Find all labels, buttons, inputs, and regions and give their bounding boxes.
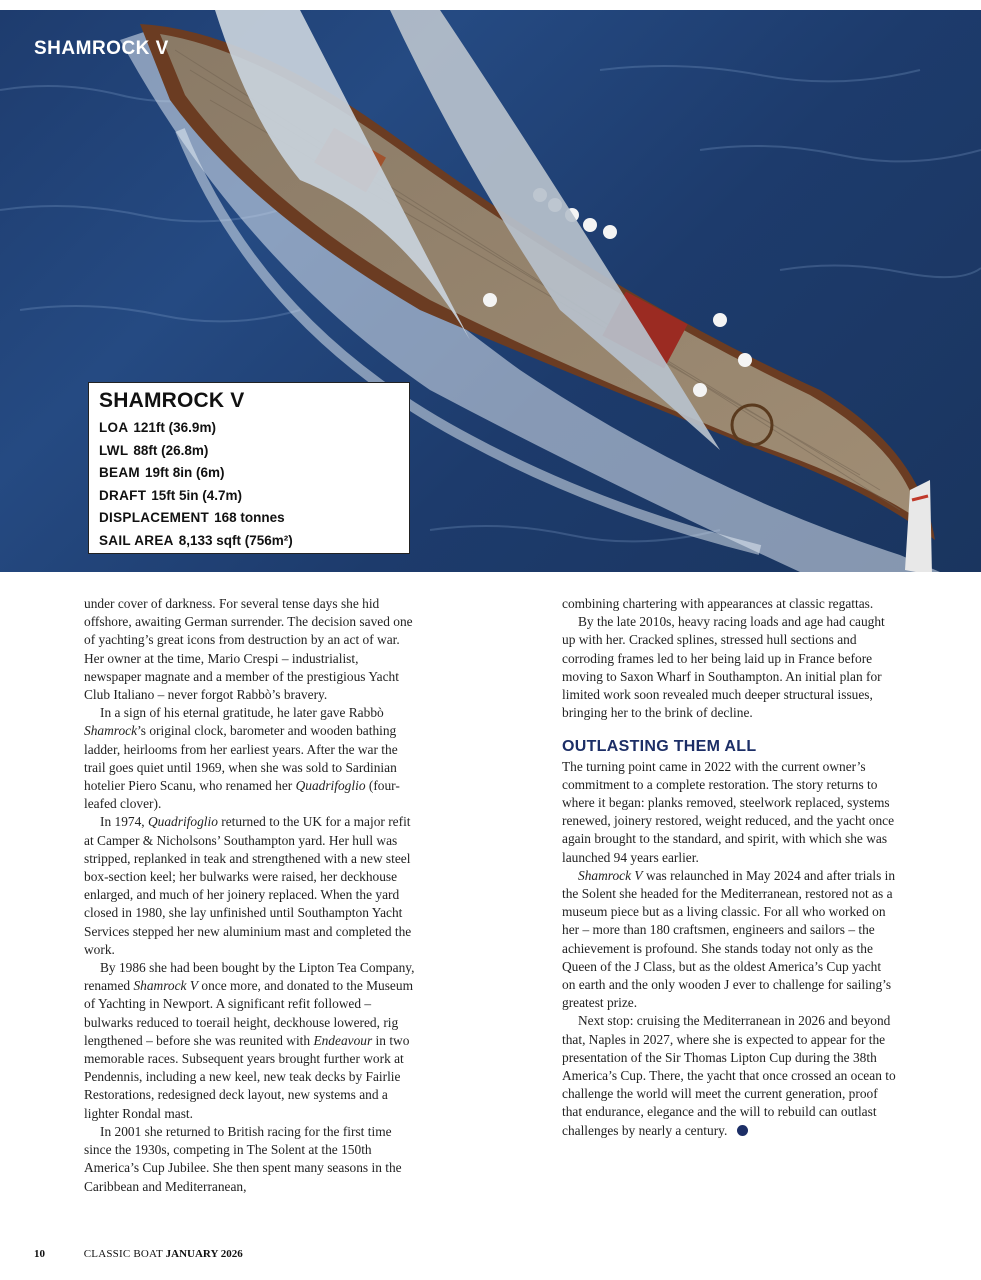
paragraph: combining chartering with appearances at classic regattas. [562,596,874,611]
spec-label: DRAFT [99,487,147,503]
spec-row-draft [99,485,399,508]
spec-row-beam [99,462,399,485]
spec-value: 168 tonnes [214,510,285,525]
paragraph: under cover of darkness. For several tense days she hid offshore, awaiting German surrender. The decision saved one of yachting’s great icons from destruction by an act of war. Her owner at the time, Mario Crespi – industrialist, newspaper magnate and a member of the prestigious Yacht Club Italiano – never forgot Rabbò’s bravery. [84,596,413,703]
paragraph: Next stop: cruising the Mediterranean in 2026 and beyond that, Naples in 2027, where she is expected to appear for the presentation of the Sir Thomas Lipton Cup during the 38th America’s Cup. There, the yacht that once crossed an ocean to challenge the world will meet the current generation, proof that endurance, elegance and the will to rebuild can outlast challenges by nearly a century. [562,1013,896,1138]
specs-box [88,382,410,554]
paragraph: The turning point came in 2022 with the current owner’s commitment to a complete restoration. The story returns to where it began: planks removed, steelwork replaced, systems renewed, joinery restored, weight reduced, and the yacht once again brought to the standard, and spirit, with which she was launched 94 years earlier. [562,758,895,865]
spec-label: SAIL AREA [99,532,174,548]
spec-value: 19ft 8in (6m) [144,465,225,480]
spec-label: DISPLACEMENT [99,510,210,525]
paragraph: Shamrock V was relaunched in May 2024 and after trials in the Solent she headed for the Mediterranean, restored not as a museum piece but as a living classic. For all who worked on her – more than 180 craftsmen, engineers and sailors – the achievement is profound. She stands today not only as the Queen of the J Class, but as the oldest America’s Cup yacht on earth and the only wooden J ever to challenge for sailing’s greatest prize. [562,867,896,1011]
spec-value: 121ft (36.9m) [133,420,216,435]
spec-value: 15ft 5in (4.7m) [151,487,243,503]
spec-label: BEAM [99,465,140,480]
spec-label: LOA [99,420,129,435]
paragraph: In 1974, Quadrifoglio returned to the UK for a major refit at Camper & Nicholsons’ Southampton yard. Her hull was stripped, replanked in teak and strengthened with a new steel box-section keel; her bulwarks were raised, her deckhouse enlarged, and much of her joinery replaced. When the yard closed in 1980, she lay unfinished until Southampton Yacht Services stepped her new aluminium mast and completed the work. [84,814,412,957]
section-tag: SHAMROCK V [34,38,169,59]
spec-value: 88ft (26.8m) [133,442,209,458]
spec-row-displacement [99,507,399,530]
spec-row-sail-area [99,530,399,553]
paragraph: In a sign of his eternal gratitude, he later gave Rabbò Shamrock’s original clock, barometer and wooden bathing ladder, heirlooms from her earliest years. After the war the trail goes quiet until 1969, when she was sold to Sardinian hotelier Piero Scanu, who renamed her Quadrifoglio (four-leafed clover). [84,705,400,812]
issue-date: JANUARY 2026 [165,1248,243,1260]
paragraph: By 1986 she had been bought by the Lipton Tea Company, renamed Shamrock V once more, and donated to the Museum of Yachting in Newport. A significant refit followed – bulwarks reduced to toerail height, deckhouse lowered, rig lengthened – before she was reunited with Endeavour in two memorable races. Subsequent years brought further work at Pendennis, including a new keel, new teak decks by Fairlie Restorations, redesigned deck layout, new systems and a lighter Rondal mast. [84,960,415,1121]
article-column-right [562,595,896,1140]
end-mark-icon [737,1125,748,1136]
paragraph: By the late 2010s, heavy racing loads and age had caught up with her. Cracked splines, stressed hull sections and corroding frames led to her being laid up in France before moving to Saxon Wharf in Southampton. An initial plan for limited work soon revealed much deeper structural issues, bringing her to the brink of decline. [562,614,885,721]
spec-label: LWL [99,442,129,458]
hero-photo [0,10,981,572]
magazine-name: CLASSIC BOAT [83,1248,163,1260]
spec-value: 8,133 sqft (756m²) [178,532,293,548]
page-number: 10 [34,1248,45,1260]
specs-title: SHAMROCK V [99,389,245,412]
spec-row-lwl [99,440,399,463]
spec-row-loa [99,417,399,440]
paragraph: In 2001 she returned to British racing for the first time since the 1930s, competing in The Solent at the 150th America’s Cup Jubilee. She then spent many seasons in the Caribbean and Mediterranean, [84,1123,402,1194]
page-footer [34,1248,243,1260]
section-heading: OUTLASTING THEM ALL [562,738,757,756]
article-column-left [84,595,418,1196]
